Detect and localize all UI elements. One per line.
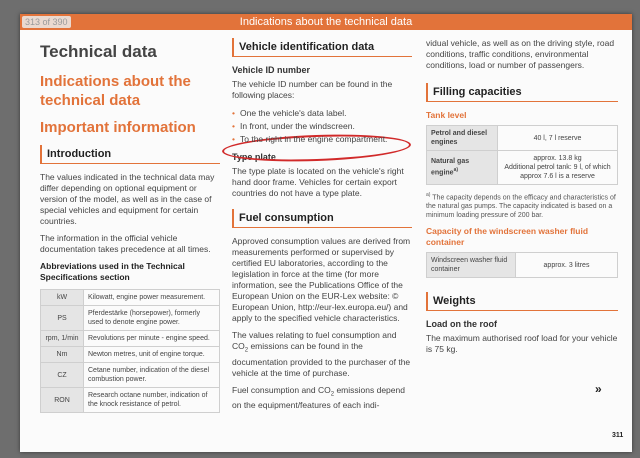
page-banner: Indications about the technical data [20, 14, 632, 30]
page-number: 311 [612, 432, 624, 439]
abbr-value: Kilowatt, engine power measurement. [84, 290, 220, 306]
type-plate-paragraph: The type plate is located on the vehicle's right hand door frame. Vehicles for certain export countries do not have a type plate. [232, 166, 404, 198]
abbr-value: Newton metres, unit of engine torque. [84, 347, 220, 363]
washer-value: approx. 3 litres [516, 253, 618, 278]
vin-locations-list [232, 107, 412, 146]
roof-load-paragraph: The maximum authorised roof load for your vehicle is 75 kg. [426, 333, 618, 355]
vin-paragraph: The vehicle ID number can be found in the following places: [232, 79, 393, 100]
list-item: • One the vehicle's data label. [232, 107, 412, 120]
abbr-value: Research octane number, indication of the knock resistance of petrol. [84, 388, 220, 413]
washer-subheading: Capacity of the windscreen washer fluid container [426, 226, 589, 248]
tank-table [426, 125, 618, 185]
abbr-key: kW [41, 290, 84, 306]
fuel-paragraph-2: The values relating to fuel consumption and $CO_2$ emissions can be found in the documentation provided to the purchaser of the vehicle at the time of purchase. [232, 330, 411, 378]
roof-load-subheading: Load on the roof [426, 319, 497, 330]
column-left [40, 38, 220, 413]
table-row [41, 331, 220, 347]
list-item: • To the right in the engine compartment. [232, 133, 412, 146]
type-plate-subheading: Type plate [232, 152, 276, 162]
page-title: Technical data [40, 42, 157, 61]
abbr-key: rpm, 1/min [41, 331, 84, 347]
fuel-paragraph-3: Fuel consumption and $CO_2$ emissions depend on the equipment/features of each indi- [232, 384, 405, 411]
abbr-key: RON [41, 388, 84, 413]
table-row [427, 253, 618, 278]
filling-capacities-heading: Filling capacities [426, 83, 618, 102]
fuel-continued-paragraph: vidual vehicle, as well as on the driving style, road conditions, traffic conditions, environmental conditions, load or number of passengers. [426, 38, 615, 70]
footnote: $^{a)}$ The capacity depends on the efficacy and characteristics of the natural gas pumps. The capacity indicated is based on a minimum loading pressure of 200 bar. [426, 192, 616, 220]
abbr-value: Cetane number, indication of the diesel combustion power. [84, 363, 220, 388]
table-row [41, 290, 220, 306]
fuel-consumption-heading: Fuel consumption [232, 209, 412, 228]
table-row [41, 363, 220, 388]
continued-arrow-icon: » [595, 382, 602, 396]
table-row [427, 126, 618, 151]
table-row [41, 306, 220, 331]
intro-paragraph-2: The information in the official vehicle documentation takes precedence at all times. [40, 233, 211, 254]
abbr-key: PS [41, 306, 84, 331]
abbr-value: Revolutions per minute - engine speed. [84, 331, 220, 347]
page-indicator: 313 of 390 [22, 16, 71, 28]
table-row [427, 151, 618, 185]
tank-value: 40 l, 7 l reserve [498, 126, 618, 151]
introduction-heading: Introduction [40, 145, 220, 164]
abbreviations-heading: Abbreviations used in the Technical Specifications section [40, 261, 185, 282]
tank-level-subheading: Tank level [426, 110, 467, 120]
abbr-value: Pferdestärke (horsepower), formerly used to denote engine power. [84, 306, 220, 331]
section-title: Important information [40, 119, 196, 136]
table-row [41, 347, 220, 363]
table-row [41, 388, 220, 413]
abbreviations-table [40, 289, 220, 413]
column-middle [232, 38, 412, 417]
intro-paragraph-1: The values indicated in the technical data may differ depending on optional equipment or version of the model, as well as in the case of special vehicles and equipment for certain countries. [40, 172, 215, 226]
tank-value: approx. 13.8 kg Additional petrol tank: 9 l, of which approx 7.6 l is a reserve [498, 151, 618, 185]
fuel-paragraph-1: Approved consumption values are derived from measurements performed or supervised by certified EU laboratories, according to the legislation in force at the time (for more information, see the Publications Office of the European Union on the EUR-Lex website: © European Union, http://eur-lex.europa.eu/) and apply to the specified vehicle characteristics. [232, 236, 411, 323]
washer-key: Windscreen washer fluid container [427, 253, 516, 278]
washer-table [426, 252, 618, 278]
abbr-key: CZ [41, 363, 84, 388]
manual-page [20, 14, 632, 452]
tank-key: Petrol and diesel engines [427, 126, 498, 151]
list-item: • In front, under the windscreen. [232, 120, 412, 133]
vehicle-identification-heading: Vehicle identification data [232, 38, 412, 57]
weights-heading: Weights [426, 292, 618, 311]
vin-subheading: Vehicle ID number [232, 65, 311, 75]
tank-key: Natural gas engine$^{a)}$ [427, 151, 498, 185]
abbr-key: Nm [41, 347, 84, 363]
column-right [426, 38, 618, 361]
chapter-title: Indications about the technical data [40, 73, 191, 109]
